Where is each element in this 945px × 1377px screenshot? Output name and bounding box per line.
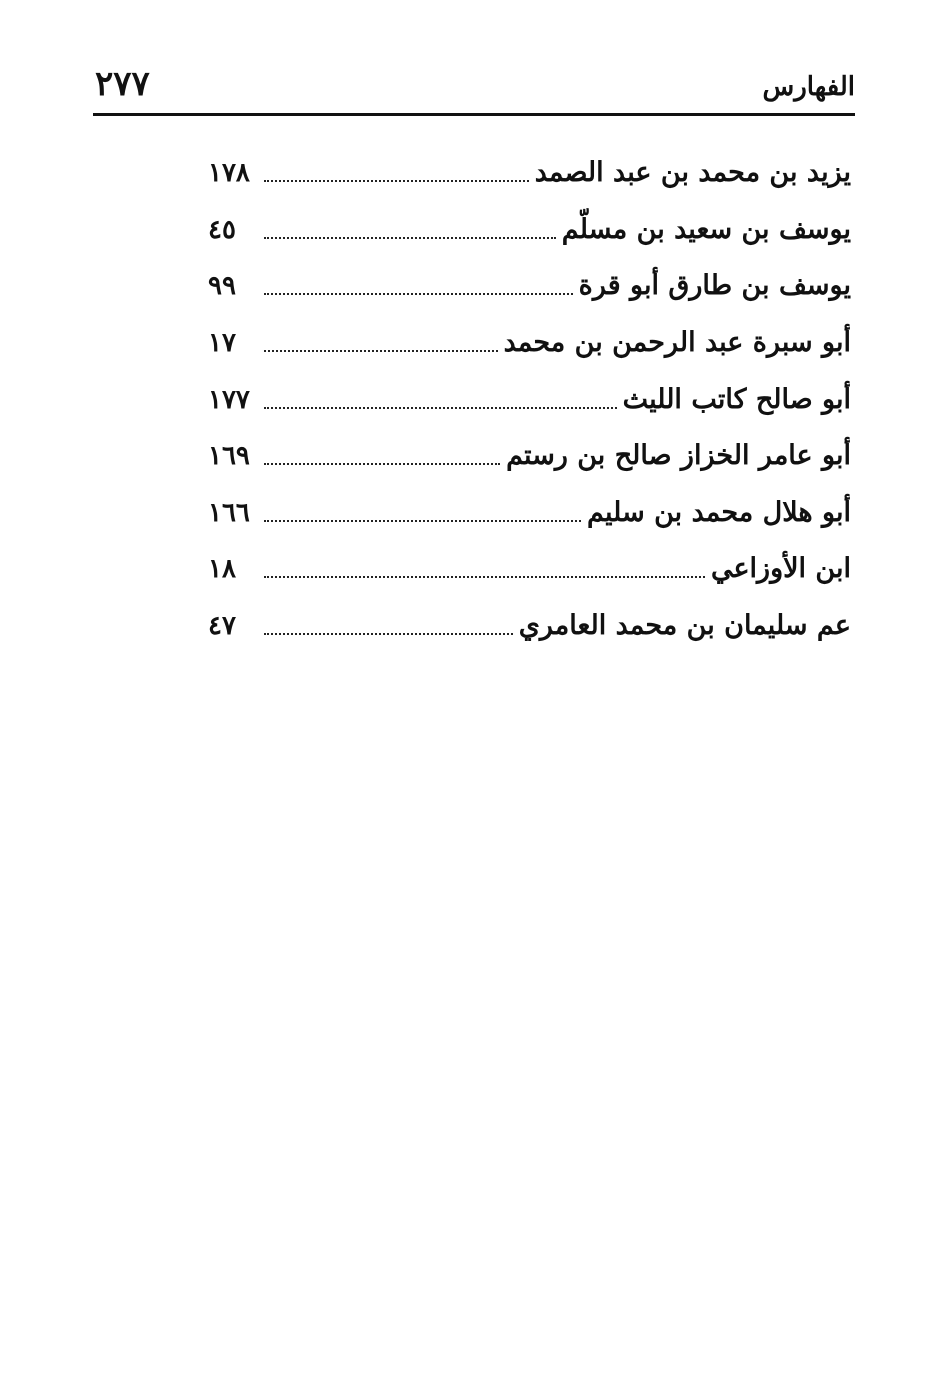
- dot-leader: [264, 520, 581, 522]
- index-entry: [208, 145, 851, 202]
- section-title: الفهارس: [762, 72, 855, 102]
- entry-page-number: ٤٥: [208, 214, 236, 245]
- entry-page-number: ١٧٨: [208, 158, 250, 189]
- entry-page-number: ١٦٩: [208, 441, 250, 472]
- entry-name: أبو عامر الخزاز صالح بن رستم: [506, 440, 851, 472]
- index-entry: [208, 371, 851, 428]
- index-entry: [208, 258, 851, 315]
- index-entry: [208, 598, 851, 655]
- dot-leader: [264, 350, 498, 352]
- dot-leader: [264, 407, 617, 409]
- entry-page-number: ١٧: [208, 328, 236, 359]
- dot-leader: [264, 293, 573, 295]
- index-entry: [208, 428, 851, 485]
- page-header: [93, 62, 855, 114]
- entry-name: عم سليمان بن محمد العامري: [518, 610, 851, 642]
- dot-leader: [264, 463, 500, 465]
- entry-name: أبو صالح كاتب الليث: [622, 383, 851, 415]
- entry-name: يوسف بن سعيد بن مسلّم: [561, 213, 851, 245]
- index-entry: [208, 202, 851, 259]
- entry-name: أبو سبرة عبد الرحمن بن محمد: [503, 327, 851, 359]
- page-number: ٢٧٧: [95, 64, 150, 104]
- entry-name: يوسف بن طارق أبو قرة: [578, 270, 851, 302]
- entry-name: أبو هلال محمد بن سليم: [587, 496, 851, 528]
- entry-page-number: ١٦٦: [208, 497, 250, 528]
- header-divider: [93, 113, 855, 116]
- entry-page-number: ٤٧: [208, 611, 236, 642]
- dot-leader: [264, 237, 556, 239]
- index-entry: [208, 485, 851, 542]
- index-entry: [208, 315, 851, 372]
- entry-page-number: ١٨: [208, 554, 236, 585]
- dot-leader: [264, 180, 529, 182]
- entry-page-number: ١٧٧: [208, 384, 250, 415]
- index-list: [208, 145, 851, 654]
- entry-name: ابن الأوزاعي: [710, 553, 851, 585]
- entry-name: يزيد بن محمد بن عبد الصمد: [534, 157, 851, 189]
- index-entry: [208, 541, 851, 598]
- dot-leader: [264, 633, 513, 635]
- dot-leader: [264, 576, 705, 578]
- entry-page-number: ٩٩: [208, 271, 236, 302]
